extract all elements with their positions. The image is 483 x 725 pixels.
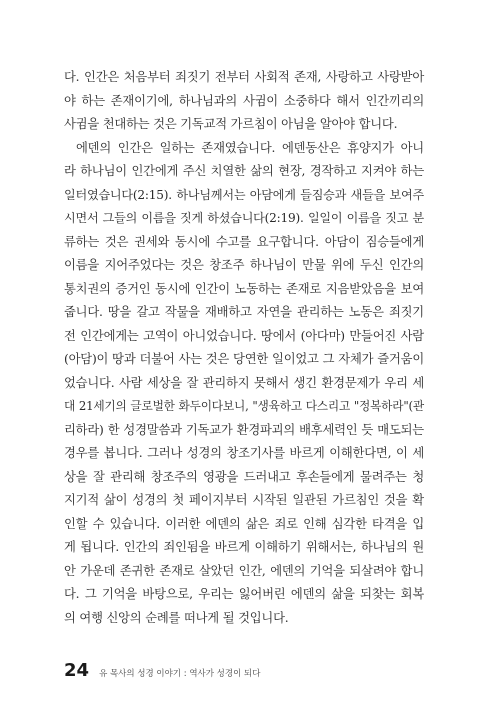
text-line: 다. 그 기억을 바탕으로, 우리는 잃어버린 에덴의 삶을 되찾는 회복 xyxy=(64,587,424,601)
text-line: 의 여행 신앙의 순례를 떠나게 될 것입니다. xyxy=(64,610,289,625)
paragraph xyxy=(64,137,424,631)
text-line: 었습니다. 사람 세상을 잘 관리하지 못해서 생긴 환경문제가 우리 세 xyxy=(64,375,424,390)
text-line: 이름을 지어주었다는 것은 창조주 하나님이 만물 위에 두신 인간의 xyxy=(64,258,424,272)
text-line: 지기적 삶이 성경의 첫 페이지부터 시작된 일관된 가르침인 것을 확 xyxy=(64,493,424,507)
body-text xyxy=(64,66,424,630)
text-line: 시면서 그들의 이름을 짓게 하셨습니다(2:19). 일일이 이름을 짓고 분 xyxy=(64,211,424,225)
running-title: 유 목사의 성경 이야기 : 역사가 성경이 되다 xyxy=(99,669,261,679)
text-line: 다. 인간은 처음부터 죄짓기 전부터 사회적 존재, 사랑하고 사랑받아 xyxy=(64,70,424,84)
text-line: 리하라) 한 성경말씀과 기독교가 환경파괴의 배후세력인 듯 매도되는 xyxy=(64,422,424,437)
paragraph xyxy=(64,66,424,137)
page-number: 24 xyxy=(64,660,90,681)
text-line: (아담)이 땅과 더불어 사는 것은 당연한 일이었고 그 자체가 즐거움이 xyxy=(64,352,424,366)
text-line: 대 21세기의 글로벌한 화두이다보니, "생육하고 다스리고 "정복하라"(관 xyxy=(64,399,424,413)
text-line: 상을 잘 관리해 창조주의 영광을 드러내고 후손들에게 물려주는 청 xyxy=(64,469,424,484)
text-line: 야 하는 존재이기에, 하나님과의 사귐이 소중하다 해서 인간끼리의 xyxy=(64,93,424,108)
text-line: 인할 수 있습니다. 이러한 에덴의 삶은 죄로 인해 심각한 타격을 입 xyxy=(64,516,424,531)
text-line: 안 가운데 존귀한 존재로 살았던 인간, 에덴의 기억을 되살려야 합니 xyxy=(64,563,424,578)
text-line: 게 됩니다. 인간의 죄인됨을 바르게 이해하기 위해서는, 하나님의 원 xyxy=(64,540,424,554)
text-line: 에덴의 인간은 일하는 존재였습니다. 에덴동산은 휴양지가 아니 xyxy=(76,140,424,155)
text-line: 경우를 봅니다. 그러나 성경의 창조기사를 바르게 이해한다면, 이 세 xyxy=(64,446,424,460)
page-footer xyxy=(64,660,260,680)
text-line: 전 인간에게는 고역이 아니었습니다. 땅에서 (아다마) 만들어진 사람 xyxy=(64,328,424,343)
text-line: 일터였습니다(2:15). 하나님께서는 아담에게 들짐승과 새들을 보여주 xyxy=(64,187,424,202)
text-line: 통치권의 증거인 동시에 인간이 노동하는 존재로 지음받았음을 보여 xyxy=(64,281,424,296)
text-line: 줍니다. 땅을 갈고 작물을 재배하고 자연을 관리하는 노동은 죄짓기 xyxy=(64,305,424,319)
text-line: 라 하나님이 인간에게 주신 치열한 삶의 현장, 경작하고 지켜야 하는 xyxy=(64,164,424,178)
text-line: 류하는 것은 권세와 동시에 수고를 요구합니다. 아담이 짐승들에게 xyxy=(64,234,424,249)
text-line: 사귐을 천대하는 것은 기독교적 가르침이 아님을 알아야 합니다. xyxy=(64,117,398,131)
